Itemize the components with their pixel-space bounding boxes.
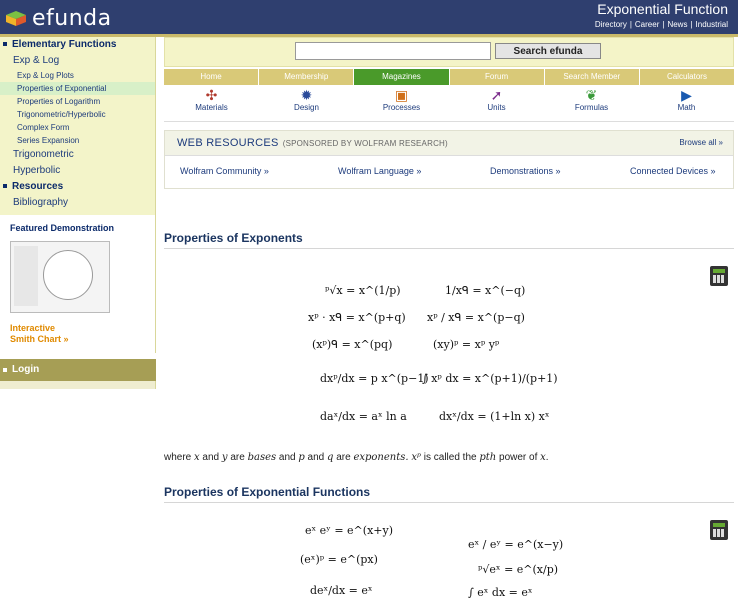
formula-left-5: daˣ/dx = aˣ ln a: [320, 410, 407, 423]
efunda-logo[interactable]: [4, 4, 112, 32]
logo-text: efunda: [32, 5, 112, 31]
header-bar: [0, 0, 738, 36]
sidebar-item-resources[interactable]: Resources: [0, 179, 155, 195]
sidebar-item-exp-log-plots[interactable]: Exp & Log Plots: [17, 71, 74, 80]
sidebar-item-exp-log[interactable]: Exp & Log: [13, 55, 60, 66]
formula-left-2: xᵖ · xᑫ = x^(p+q): [308, 311, 406, 324]
sidebar-item-properties-exponential[interactable]: Properties of Exponential: [0, 82, 155, 95]
page-title: Exponential Function: [597, 1, 728, 17]
web-resources-sponsor: (SPONSORED BY WOLFRAM RESEARCH): [282, 139, 448, 148]
tab-home[interactable]: Home: [164, 69, 259, 85]
formula2-left-2: (eˣ)ᵖ = e^(px): [300, 553, 378, 566]
link-connected-devices[interactable]: Connected Devices »: [630, 166, 716, 176]
formula2-right-2: ᵖ√eˣ = e^(x/p): [478, 563, 559, 576]
formula2-right-3: ∫ eˣ dx = eˣ: [468, 586, 533, 599]
section-title-exponents: Properties of Exponents: [164, 231, 303, 245]
units-icon: ➚: [490, 87, 503, 103]
sidebar-item-bibliography[interactable]: Bibliography: [13, 197, 69, 208]
category-math[interactable]: ▶ Math: [639, 87, 734, 121]
category-icons: [164, 85, 734, 122]
sidebar-item-elementary-functions[interactable]: Elementary Functions: [0, 37, 155, 53]
top-link-career[interactable]: Career: [634, 20, 660, 29]
formula-right-1: 1/xᑫ = x^(−q): [445, 284, 526, 297]
login-button[interactable]: Login: [0, 359, 156, 381]
formula-right-3: (xy)ᵖ = xᵖ yᵖ: [433, 338, 500, 351]
sidebar-menu: [0, 37, 156, 215]
top-links: Directory | Career | News | Industrial: [594, 20, 728, 29]
top-link-news[interactable]: News: [667, 20, 688, 29]
main-content: [164, 37, 734, 189]
processes-icon: ▣: [394, 87, 409, 103]
tab-membership[interactable]: Membership: [259, 69, 354, 85]
sidebar-item-trig-hyperbolic[interactable]: Trigonometric/Hyperbolic: [17, 110, 106, 119]
link-wolfram-community[interactable]: Wolfram Community »: [180, 166, 269, 176]
nav-tabs: [164, 69, 734, 85]
category-design[interactable]: ✹ Design: [259, 87, 354, 121]
web-resources: [164, 130, 734, 189]
smith-chart-thumbnail[interactable]: [10, 241, 110, 313]
section-title-exponential-functions: Properties of Exponential Functions: [164, 485, 371, 499]
math-icon: ▶: [681, 87, 692, 103]
category-processes[interactable]: ▣ Processes: [354, 87, 449, 121]
design-icon: ✹: [300, 87, 313, 103]
tab-magazines[interactable]: Magazines: [354, 69, 449, 85]
calculator-icon[interactable]: [710, 266, 728, 286]
sidebar-item-complex-form[interactable]: Complex Form: [17, 123, 70, 132]
formula2-left-3: deˣ/dx = eˣ: [310, 584, 373, 597]
link-wolfram-language[interactable]: Wolfram Language »: [338, 166, 422, 176]
calculator-icon-2[interactable]: [710, 520, 728, 540]
browse-all-link[interactable]: Browse all »: [679, 138, 723, 147]
tab-calculators[interactable]: Calculators: [640, 69, 734, 85]
category-formulas[interactable]: ❦ Formulas: [544, 87, 639, 121]
formula-left-1: ᵖ√x = x^(1/p): [325, 284, 401, 297]
formula2-right-1: eˣ / eʸ = e^(x−y): [468, 538, 564, 551]
web-resources-title: WEB RESOURCES (SPONSORED BY WOLFRAM RESEARCH): [177, 137, 448, 149]
sidebar-item-hyperbolic[interactable]: Hyperbolic: [13, 165, 61, 176]
tab-forum[interactable]: Forum: [450, 69, 545, 85]
featured-link[interactable]: Interactive Smith Chart »: [10, 323, 69, 344]
formula-left-4: dxᵖ/dx = p x^(p−1): [320, 372, 429, 385]
sidebar-item-series-expansion[interactable]: Series Expansion: [17, 136, 80, 145]
category-materials[interactable]: ✣ Materials: [164, 87, 259, 121]
formulas-icon: ❦: [585, 87, 598, 103]
category-units[interactable]: ➚ Units: [449, 87, 544, 121]
top-link-directory[interactable]: Directory: [594, 20, 627, 29]
cube-logo-icon: [4, 9, 28, 27]
sidebar-item-trigonometric[interactable]: Trigonometric: [13, 149, 74, 160]
top-link-industrial[interactable]: Industrial: [695, 20, 728, 29]
materials-icon: ✣: [205, 87, 218, 103]
search-bar: [164, 37, 734, 67]
formula-right-4: ∫ xᵖ dx = x^(p+1)/(p+1): [422, 372, 558, 385]
featured-heading: Featured Demonstration: [10, 223, 115, 233]
exponents-paragraph: where x and y are bases and p and q are exponents. xᵖ is called the pth power of x.: [164, 452, 549, 463]
sidebar: [0, 37, 156, 600]
search-input[interactable]: [295, 42, 491, 60]
search-button[interactable]: Search efunda: [495, 43, 601, 59]
featured-demonstration: [0, 215, 156, 353]
formula-left-3: (xᵖ)ᑫ = x^(pq): [312, 338, 393, 351]
tab-search-member[interactable]: Search Member: [545, 69, 640, 85]
formula2-left-1: eˣ eʸ = e^(x+y): [305, 524, 393, 537]
link-demonstrations[interactable]: Demonstrations »: [490, 166, 561, 176]
sidebar-item-properties-logarithm[interactable]: Properties of Logarithm: [17, 97, 101, 106]
formula-right-5: dxˣ/dx = (1+ln x) xˣ: [439, 410, 550, 423]
formula-right-2: xᵖ / xᑫ = x^(p−q): [427, 311, 525, 324]
